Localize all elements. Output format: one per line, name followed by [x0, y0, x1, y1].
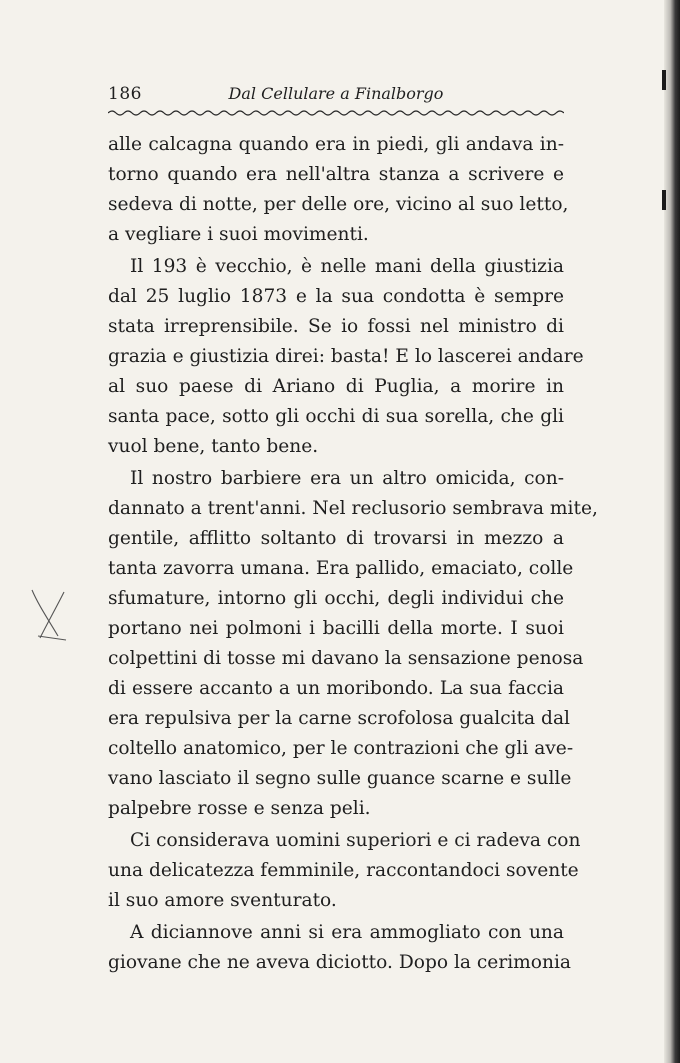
text-line: sfumature, intorno gli occhi, degli individui che [108, 588, 564, 609]
text-line: di essere accanto a un moribondo. La sua faccia [108, 678, 564, 699]
paragraph [108, 130, 569, 250]
text-line: vuol bene, tanto bene. [108, 436, 319, 457]
text-line: tanta zavorra umana. Era pallido, emaciato, colle [108, 558, 574, 579]
paragraph [108, 918, 571, 978]
text-line: grazia e giustizia direi: basta! E lo lascerei andare [108, 346, 584, 367]
edge-mark [662, 70, 666, 90]
text-line: Il nostro barbiere era un altro omicida, con- [130, 468, 564, 489]
text-line: alle calcagna quando era in piedi, gli andava in- [108, 134, 564, 155]
text-line: al suo paese di Ariano di Puglia, a morire in [108, 376, 564, 397]
text-line: santa pace, sotto gli occhi di sua sorella, che gli [108, 406, 564, 427]
text-line: A diciannove anni si era ammogliato con una [130, 922, 564, 943]
text-line: coltello anatomico, per le contrazioni che gli ave- [108, 738, 574, 759]
pencil-cross-mark-icon [26, 586, 70, 646]
text-line: vano lasciato il segno sulle guance scarne e sulle [108, 768, 572, 789]
text-line: una delicatezza femminile, raccontandoci sovente [108, 860, 579, 881]
text-line: dannato a trent'anni. Nel reclusorio sembrava mite, [108, 498, 598, 519]
text-line: dal 25 luglio 1873 e la sua condotta è sempre [108, 286, 564, 307]
text-line: Il 193 è vecchio, è nelle mani della giustizia [130, 256, 564, 277]
paragraph [108, 252, 584, 462]
page-edge [664, 0, 680, 1063]
edge-mark [662, 190, 666, 210]
running-title: Dal Cellulare a Finalborgo [228, 84, 444, 103]
text-line: colpettini di tosse mi davano la sensazione penosa [108, 648, 584, 669]
text-line: gentile, afflitto soltanto di trovarsi in mezzo a [108, 528, 564, 549]
text-line: sedeva di notte, per delle ore, vicino al suo letto, [108, 194, 569, 215]
text-line: palpebre rosse e senza peli. [108, 798, 371, 819]
text-line: giovane che ne aveva diciotto. Dopo la cerimonia [108, 952, 571, 973]
paragraph [108, 826, 581, 916]
text-line: torno quando era nell'altra stanza a scrivere e [108, 164, 564, 185]
text-line: portano nei polmoni i bacilli della morte. I suoi [108, 618, 564, 639]
body-text [108, 130, 598, 980]
page-number: 186 [108, 84, 142, 104]
text-line: Ci considerava uomini superiori e ci radeva con [130, 830, 581, 851]
text-line: a vegliare i suoi movimenti. [108, 224, 369, 245]
wavy-rule-ornament [108, 108, 564, 118]
text-line: stata irreprensibile. Se io fossi nel ministro di [108, 316, 564, 337]
paragraph [108, 464, 598, 824]
text-line: il suo amore sventurato. [108, 890, 337, 911]
page-header [108, 84, 564, 108]
text-line: era repulsiva per la carne scrofolosa gualcita dal [108, 708, 570, 729]
